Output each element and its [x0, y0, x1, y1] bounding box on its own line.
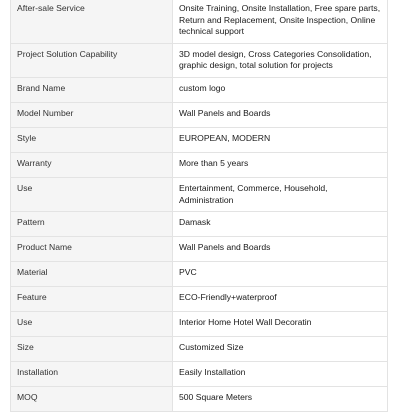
spec-label: Project Solution Capability: [11, 43, 173, 77]
table-row: [11, 102, 388, 127]
spec-value: Easily Installation: [173, 362, 388, 387]
spec-value: Entertainment, Commerce, Household, Administration: [173, 177, 388, 211]
table-row: [11, 337, 388, 362]
spec-value: Damask: [173, 212, 388, 237]
spec-label: Pattern: [11, 212, 173, 237]
spec-label: Size: [11, 337, 173, 362]
table-row: [11, 262, 388, 287]
table-row: [11, 387, 388, 412]
spec-value: Wall Panels and Boards: [173, 237, 388, 262]
spec-value: EUROPEAN, MODERN: [173, 127, 388, 152]
spec-label: Style: [11, 127, 173, 152]
table-row: [11, 312, 388, 337]
spec-value: Customized Size: [173, 337, 388, 362]
spec-value: PVC: [173, 262, 388, 287]
spec-value: custom logo: [173, 77, 388, 102]
spec-value: 500 Square Meters: [173, 387, 388, 412]
spec-label: Brand Name: [11, 77, 173, 102]
spec-value: 3D model design, Cross Categories Consolidation, graphic design, total solution for projects: [173, 43, 388, 77]
spec-value: Wall Panels and Boards: [173, 102, 388, 127]
table-row: [11, 77, 388, 102]
table-row: [11, 177, 388, 211]
spec-value: More than 5 years: [173, 152, 388, 177]
spec-label: Model Number: [11, 102, 173, 127]
spec-label: Use: [11, 312, 173, 337]
spec-value: ECO-Friendly+waterproof: [173, 287, 388, 312]
spec-label: Material: [11, 262, 173, 287]
spec-label: Installation: [11, 362, 173, 387]
table-row: [11, 43, 388, 77]
table-row: [11, 0, 388, 43]
table-row: [11, 362, 388, 387]
spec-label: After-sale Service: [11, 0, 173, 43]
table-row: [11, 127, 388, 152]
spec-label: Product Name: [11, 237, 173, 262]
table-row: [11, 287, 388, 312]
spec-label: Warranty: [11, 152, 173, 177]
spec-value: Interior Home Hotel Wall Decoratin: [173, 312, 388, 337]
spec-label: MOQ: [11, 387, 173, 412]
spec-label: Feature: [11, 287, 173, 312]
table-row: [11, 237, 388, 262]
spec-value: Onsite Training, Onsite Installation, Free spare parts, Return and Replacement, Onsite Inspection, Online technical support: [173, 0, 388, 43]
spec-label: Use: [11, 177, 173, 211]
table-row: [11, 152, 388, 177]
table-row: [11, 212, 388, 237]
product-spec-table: [10, 0, 388, 412]
